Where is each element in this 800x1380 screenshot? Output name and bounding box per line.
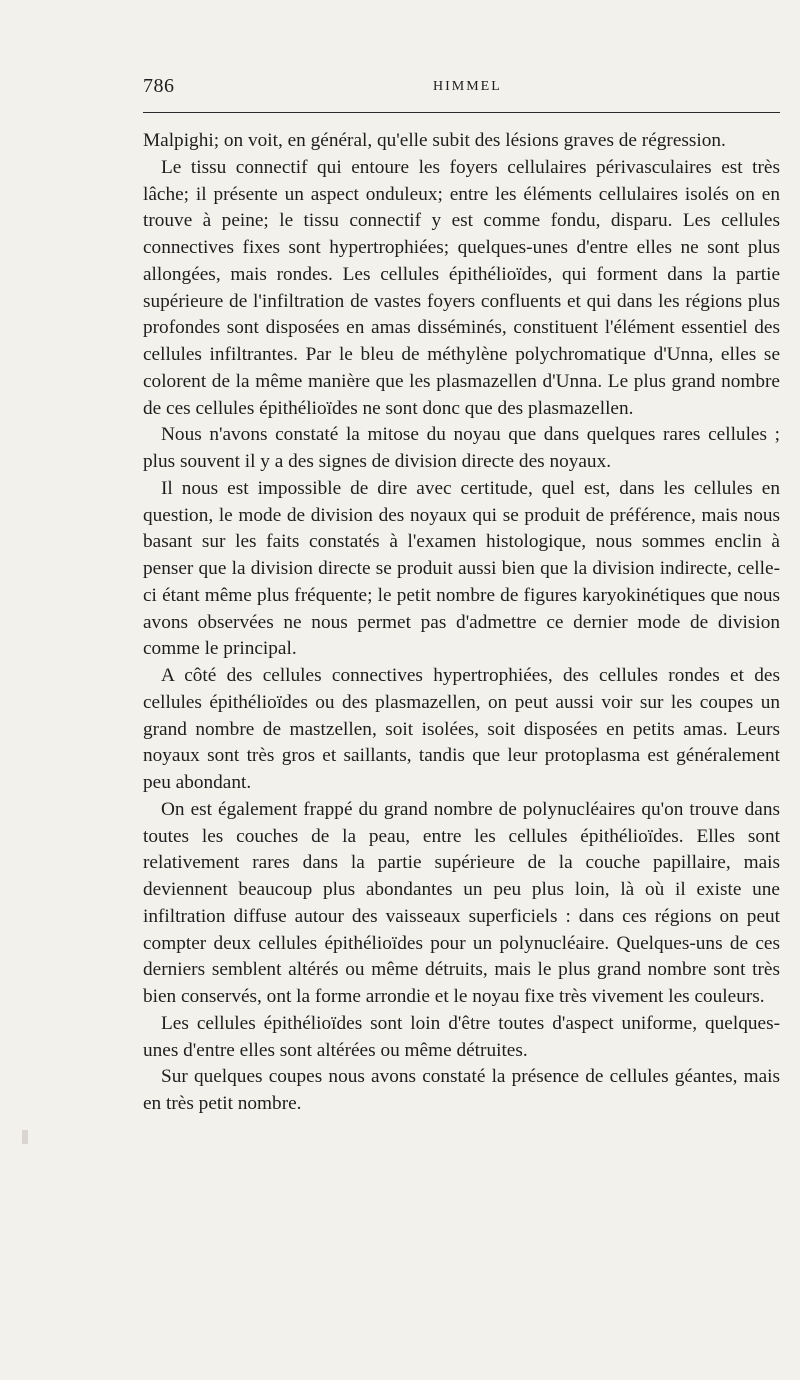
paragraph: Il nous est impossible de dire avec certitude, quel est, dans les cellules en question, le mode de division des noyaux qui se produit de préférence, mais nous basant sur les faits constatés à l'examen histologique, nous sommes enclin à penser que la division directe se produit aussi bien que la division indirecte, celle-ci étant même plus fréquente; le petit nombre de figures karyokinétiques que nous avons observées ne nous permet pas d'admettre ce dernier mode de division comme le principal. (143, 477, 780, 660)
page-number: 786 (143, 75, 175, 97)
body-text (143, 128, 780, 1118)
paragraph: Le tissu connectif qui entoure les foyers cellulaires périvasculaires est très lâche; il présente un aspect onduleux; entre les éléments cellulaires isolés on en trouve à peine; le tissu connectif y est comme fondu, disparu. Les cellules connectives fixes sont hypertrophiées; quelques-unes d'entre elles ne sont plus allongées, mais rondes. Les cellules épithélioïdes, qui forment dans la partie supérieure de l'infiltration de vastes foyers confluents et qui dans les régions plus profondes sont disposées en amas disséminés, constituent l'élément essentiel des cellules infiltrantes. Par le bleu de méthylène polychromatique d'Unna, elles se colorent de la même manière que les plasmazellen d'Unna. Le plus grand nombre de ces cellules épithélioïdes ne sont donc que des plasmazellen. (143, 156, 780, 419)
page-header (143, 75, 780, 101)
paragraph: Les cellules épithélioïdes sont loin d'être toutes d'aspect uniforme, quelques-unes d'entre elles sont altérées ou même détruites. (143, 1012, 780, 1061)
paragraph: On est également frappé du grand nombre de polynucléaires qu'on trouve dans toutes les couches de la peau, entre les cellules épithélioïdes. Elles sont relativement rares dans la partie supérieure de la couche papillaire, mais deviennent beaucoup plus abondantes un peu plus loin, là où il existe une infiltration diffuse autour des vaisseaux superficiels : dans ces régions on peut compter deux cellules épithélioïdes pour un polynucléaire. Quelques-uns de ces derniers semblent altérés ou même détruits, mais le plus grand nombre sont très bien conservés, ont la forme arrondie et le noyau fixe très vivement les couleurs. (143, 798, 780, 1007)
paragraph: Sur quelques coupes nous avons constaté la présence de cellules géantes, mais en très petit nombre. (143, 1066, 780, 1114)
paragraph: Malpighi; on voit, en général, qu'elle subit des lésions graves de régression. (143, 130, 726, 151)
paragraph: A côté des cellules connectives hypertrophiées, des cellules rondes et des cellules épithélioïdes ou des plasmazellen, on peut aussi voir sur les coupes un grand nombre de mastzellen, soit isolées, soit disposées en petits amas. Leurs noyaux sont très gros et saillants, tandis que leur protoplasma est généralement peu abondant. (143, 665, 780, 793)
paragraph: Nous n'avons constaté la mitose du noyau que dans quelques rares cellules ; plus souvent il y a des signes de division directe des noyaux. (143, 424, 780, 472)
margin-smudge (22, 1130, 28, 1144)
header-rule (143, 112, 780, 113)
running-head: HIMMEL (433, 79, 502, 94)
